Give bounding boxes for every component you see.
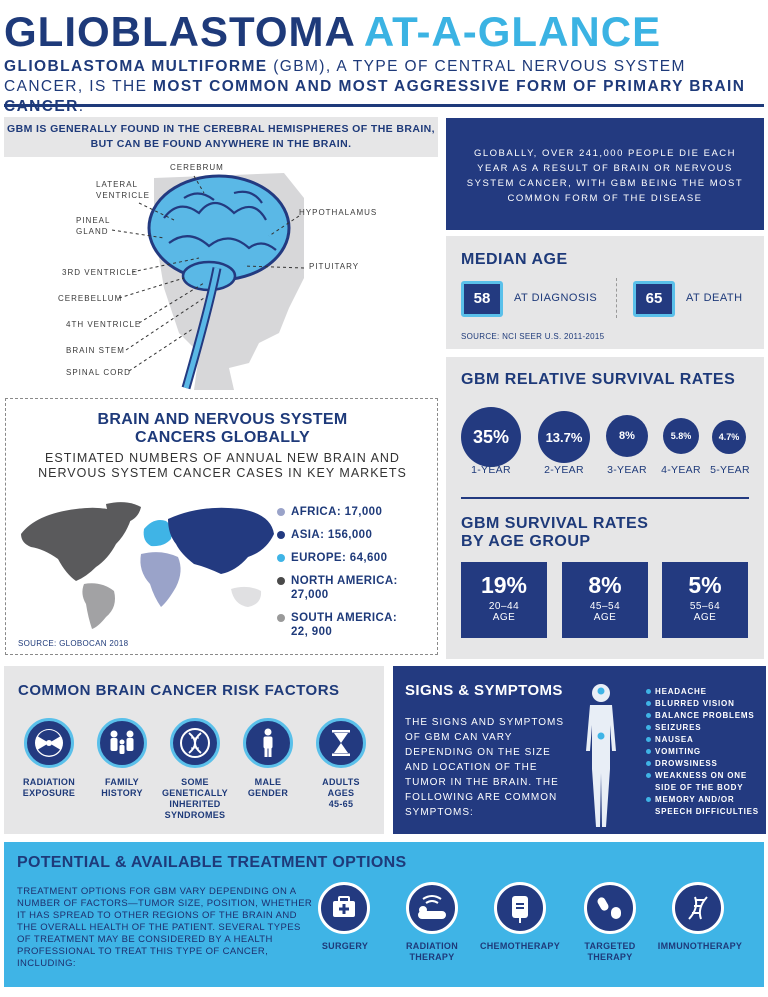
symptoms-panel: [393, 666, 766, 834]
legend-south-america: [291, 611, 397, 639]
treatment-surgery-l1: SURGERY: [321, 941, 369, 951]
label-brain-stem: BRAIN STEM: [66, 346, 125, 355]
map-south-america: [82, 583, 115, 629]
calendar-icon-diagnosis: [461, 281, 503, 317]
treatment-panel: [4, 842, 764, 987]
risk-male-l2: GENDER: [247, 788, 289, 798]
risk-family-l2: HISTORY: [101, 788, 143, 798]
legend-text-north-america: NORTH AMERICA:: [291, 575, 398, 587]
age-group-value-3: 5%: [688, 572, 722, 598]
label-third-ventricle: 3RD VENTRICLE: [62, 268, 139, 277]
risk-genetic-l2: GENETICALLY: [162, 788, 228, 798]
risk-factors-title: COMMON BRAIN CANCER RISK FACTORS: [18, 682, 340, 699]
survival-title: GBM RELATIVE SURVIVAL RATES: [461, 371, 736, 388]
age-group-range-2: 45–54: [589, 601, 621, 612]
treatment-targeted-l1: TARGETED: [584, 941, 636, 951]
radiation-icon: [24, 718, 74, 768]
death-label: AT DEATH: [686, 292, 743, 304]
map-africa: [140, 552, 180, 607]
title-part-2: AT-A-GLANCE: [363, 8, 662, 55]
survival-panel: [446, 357, 764, 659]
legend-text-africa: AFRICA: 17,000: [291, 506, 383, 518]
median-divider: [616, 278, 617, 318]
risk-age-l2: AGES: [327, 788, 355, 798]
survival-year-4: 4-YEAR: [661, 464, 701, 476]
radiation-therapy-icon: [406, 882, 458, 934]
survival-circle-3: [606, 415, 648, 457]
male-icon: [243, 718, 293, 768]
targeted-therapy-icon: [584, 882, 636, 934]
subtitle-bold-1: GLIOBLASTOMA MULTIFORME: [4, 58, 268, 75]
risk-label-age: [301, 777, 381, 810]
family-icon: [97, 718, 147, 768]
median-age-title: MEDIAN AGE: [461, 251, 568, 268]
survival-year-2: 2-YEAR: [544, 464, 584, 476]
age-group-value-1: 19%: [480, 572, 528, 598]
legend-value-south-america: 22, 900: [291, 626, 333, 638]
label-lateral-ventricle-1: LATERAL: [96, 180, 138, 189]
treatment-label-radiation: [384, 941, 480, 963]
global-cases-source: SOURCE: GLOBOCAN 2018: [18, 639, 129, 648]
page-title: [4, 8, 661, 56]
treatment-chemo-l1: CHEMOTHERAPY: [479, 941, 561, 951]
global-cases-subtitle: ESTIMATED NUMBERS OF ANNUAL NEW BRAIN AND NERVOUS SYSTEM CANCER CASES IN KEY MARKETS: [38, 451, 407, 480]
surgery-icon: [318, 882, 370, 934]
label-pituitary: PITUITARY: [309, 262, 360, 271]
immunotherapy-icon: [672, 882, 724, 934]
survival-divider: [461, 497, 749, 499]
label-pineal-2: GLAND: [76, 227, 109, 236]
label-pineal-1: PINEAL: [76, 216, 111, 225]
survival-circle-1: [461, 407, 521, 467]
symptoms-text: THE SIGNS AND SYMPTOMS OF GBM CAN VARY DEPENDING ON THE SIZE AND LOCATION OF THE TUMOR IN THE BRAIN. THE FOLLOWING ARE COMMON SYMPTOMS:: [405, 717, 565, 818]
header-divider: [4, 104, 764, 107]
label-cerebellum: CEREBELLUM: [58, 294, 123, 303]
subtitle-bold-2: MOST COMMON AND MOST AGGRESSIVE FORM OF PRIMARY BRAIN: [153, 78, 746, 95]
symptom-item: [646, 770, 764, 794]
survival-year-3: 3-YEAR: [607, 464, 647, 476]
legend-value-north-america: 27,000: [291, 589, 329, 601]
legend-dot-asia: [277, 531, 285, 539]
age-group-range-3: 55–64: [689, 601, 721, 612]
diagnosis-age-value: 58: [473, 290, 491, 307]
symptom-item: [646, 758, 764, 770]
risk-genetic-l1: SOME: [181, 777, 209, 787]
risk-age-l1: ADULTS: [322, 777, 360, 787]
human-body-illustration: [576, 681, 626, 829]
risk-radiation-l2: EXPOSURE: [22, 788, 76, 798]
label-cerebrum: CEREBRUM: [170, 163, 224, 172]
median-age-source: SOURCE: NCI SEER U.S. 2011-2015: [461, 332, 605, 341]
label-lateral-ventricle-2: VENTRICLE: [96, 191, 150, 200]
risk-label-genetic: [155, 777, 235, 821]
age-group-title: [461, 515, 648, 551]
global-cases-panel: [5, 398, 438, 655]
survival-value-1: 35%: [472, 426, 510, 447]
age-group-title-2: BY AGE GROUP: [461, 533, 591, 550]
legend-text-europe: EUROPE: 64,600: [291, 552, 388, 564]
age-group-range-1: 20–44: [488, 601, 520, 612]
chemotherapy-icon: [494, 882, 546, 934]
risk-radiation-l1: RADIATION: [22, 777, 76, 787]
survival-circle-4: [663, 418, 699, 454]
label-spinal-cord: SPINAL CORD: [66, 368, 131, 377]
risk-label-male: [228, 777, 308, 799]
risk-age-l3: 45-65: [328, 799, 354, 809]
subtitle-mid: (GBM), A TYPE OF CENTRAL NERVOUS SYSTEM CANCER, IS THE: [4, 58, 686, 95]
risk-male-l1: MALE: [254, 777, 282, 787]
calendar-icon-death: [633, 281, 675, 317]
page-subtitle: [4, 57, 766, 117]
age-group-label-1: AGE: [492, 612, 516, 623]
death-age-value: 65: [645, 290, 663, 307]
map-australia: [231, 587, 261, 607]
treatment-radiation-l2: THERAPY: [409, 952, 455, 962]
diagnosis-label: AT DIAGNOSIS: [514, 292, 598, 304]
symptom-seizures: SEIZURES: [655, 723, 702, 732]
symptom-headache: HEADACHE: [655, 687, 707, 696]
legend-dot-south-america: [277, 614, 285, 622]
treatment-text: TREATMENT OPTIONS FOR GBM VARY DEPENDING ON A NUMBER OF FACTORS—TUMOR SIZE, POSITION, WHETHER IT HAS SPREAD TO OTHER REGIONS OF THE BRAIN AND THE OVERALL HEALTH OF THE PATIENT. SEVERAL TYPES OF TREATMENT MAY BE CONSIDERED BY A HEALTH PROFESSIONAL TO TREAT THIS TYPE OF CANCER, INCLUDING:: [17, 886, 313, 969]
map-asia: [168, 508, 274, 574]
risk-genetic-l3: INHERITED: [169, 799, 221, 809]
survival-circle-5: [712, 420, 746, 454]
age-group-box-3: [662, 562, 748, 638]
legend-dot-europe: [277, 554, 285, 562]
age-group-title-1: GBM SURVIVAL RATES: [461, 515, 649, 532]
legend-europe: [291, 551, 387, 565]
survival-year-1: 1-YEAR: [471, 464, 511, 476]
map-europe: [144, 520, 172, 546]
legend-text-south-america: SOUTH AMERICA:: [291, 612, 398, 624]
age-group-box-2: [562, 562, 648, 638]
risk-genetic-l4: SYNDROMES: [164, 810, 226, 820]
treatment-radiation-l1: RADIATION: [405, 941, 459, 951]
survival-value-2: 13.7%: [545, 429, 583, 445]
symptom-balance: BALANCE PROBLEMS: [655, 711, 755, 720]
brain-caption: GBM IS GENERALLY FOUND IN THE CEREBRAL HEMISPHERES OF THE BRAIN, BUT CAN BE FOUND ANYWHERE IN THE BRAIN.: [4, 117, 438, 157]
legend-dot-africa: [277, 508, 285, 516]
treatment-targeted-l2: THERAPY: [587, 952, 633, 962]
world-map: [16, 499, 278, 629]
global-cases-title: [6, 411, 439, 447]
dna-icon: [170, 718, 220, 768]
legend-text-asia: ASIA: 156,000: [291, 529, 373, 541]
age-group-value-2: 8%: [588, 572, 622, 598]
legend-asia: [291, 528, 372, 542]
symptom-item: [646, 710, 764, 722]
legend-dot-north-america: [277, 577, 285, 585]
hourglass-icon: [316, 718, 366, 768]
symptom-weakness: WEAKNESS ON ONE SIDE OF THE BODY: [655, 771, 748, 792]
symptom-blurred-vision: BLURRED VISION: [655, 699, 735, 708]
treatment-label-immunotherapy: [648, 941, 752, 952]
survival-value-3: 8%: [619, 430, 635, 442]
age-group-box-1: [461, 562, 547, 638]
symptoms-title: SIGNS & SYMPTOMS: [405, 682, 563, 699]
symptom-item: [646, 794, 764, 818]
symptom-vomiting: VOMITING: [655, 747, 701, 756]
title-part-1: GLIOBLASTOMA: [4, 8, 356, 55]
global-cases-title-2: CANCERS GLOBALLY: [135, 429, 310, 446]
legend-africa: [291, 505, 382, 519]
age-group-label-2: AGE: [593, 612, 617, 623]
symptom-memory-speech: MEMORY AND/OR SPEECH DIFFICULTIES: [655, 795, 759, 816]
survival-circle-2: [538, 411, 590, 463]
survival-value-5: 4.7%: [718, 432, 740, 442]
treatment-label-targeted: [562, 941, 658, 963]
global-cases-title-1: BRAIN AND NERVOUS SYSTEM: [97, 411, 348, 428]
symptom-item: [646, 722, 764, 734]
symptom-drowsiness: DROWSINESS: [655, 759, 718, 768]
treatment-label-chemotherapy: [470, 941, 570, 952]
risk-label-family: [82, 777, 162, 799]
symptom-item: [646, 746, 764, 758]
symptom-item: [646, 734, 764, 746]
label-hypothalamus: HYPOTHALAMUS: [299, 208, 378, 217]
median-age-panel: [446, 236, 764, 349]
treatment-label-surgery: [297, 941, 393, 952]
global-deaths-box: GLOBALLY, OVER 241,000 PEOPLE DIE EACH YEAR AS A RESULT OF BRAIN OR NERVOUS SYSTEM CANCER, WITH GBM BEING THE MOST COMMON FORM OF THE DISEASE: [446, 118, 764, 230]
label-fourth-ventricle: 4TH VENTRICLE: [66, 320, 142, 329]
risk-label-radiation: [9, 777, 89, 799]
survival-year-5: 5-YEAR: [710, 464, 750, 476]
symptom-nausea: NAUSEA: [655, 735, 694, 744]
treatment-immuno-l1: IMMUNOTHERAPY: [657, 941, 743, 951]
age-group-label-3: AGE: [693, 612, 717, 623]
treatment-title: POTENTIAL & AVAILABLE TREATMENT OPTIONS: [17, 854, 407, 871]
legend-north-america: [291, 574, 398, 602]
symptom-item: [646, 698, 764, 710]
symptoms-list: [646, 686, 764, 818]
survival-value-4: 5.8%: [670, 431, 692, 441]
risk-factors-panel: [4, 666, 384, 834]
symptom-item: [646, 686, 764, 698]
risk-family-l1: FAMILY: [105, 777, 139, 787]
